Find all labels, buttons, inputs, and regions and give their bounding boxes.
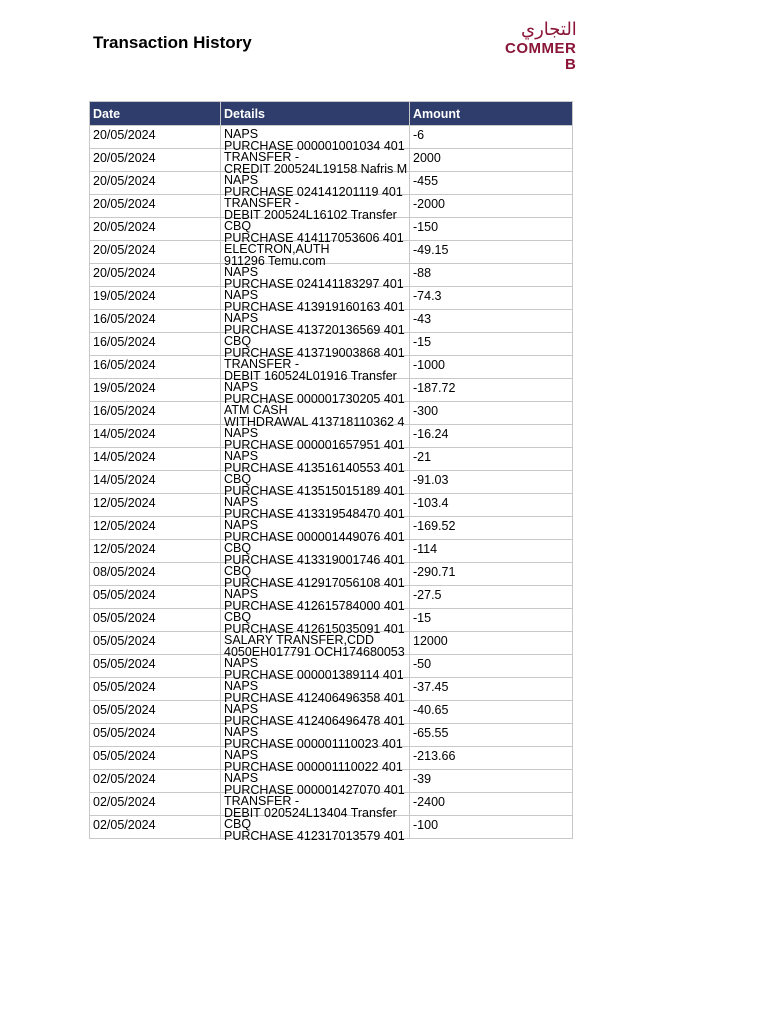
amount-cell [410,655,573,678]
amount-cell [410,218,573,241]
amount-cell [410,563,573,586]
date-value: 05/05/2024 [93,703,156,717]
details-line1: NAPS [224,426,259,440]
page-title: Transaction History [93,33,252,52]
amount-cell [410,402,573,425]
details-line1: CBQ [224,472,252,486]
logo-arabic-text: التجاري [521,19,577,40]
bank-logo [503,19,577,73]
details-line2: PURCHASE 412406496358 401 [224,690,405,705]
date-cell [90,195,221,218]
date-value: 20/05/2024 [93,197,156,211]
details-line1: NAPS [224,771,259,785]
date-cell [90,287,221,310]
date-cell [90,448,221,471]
date-value: 12/05/2024 [93,519,156,533]
details-line2: PURCHASE 000001110023 401 [224,736,403,751]
table-row [90,126,573,149]
date-value: 14/05/2024 [93,427,156,441]
amount-value: -1000 [413,358,445,372]
details-line1: ELECTRON,AUTH [224,242,330,256]
details-line2: PURCHASE 024141201119 401 [224,184,403,199]
amount-cell [410,609,573,632]
amount-value: -169.52 [413,519,456,533]
date-cell [90,126,221,149]
date-cell [90,149,221,172]
column-header-date: Date [90,102,221,126]
details-line2: PURCHASE 414117053606 401 [224,230,404,245]
details-line2: PURCHASE 412917056108 401 [224,575,405,590]
details-line1: NAPS [224,656,259,670]
date-value: 20/05/2024 [93,220,156,234]
amount-value: -40.65 [413,703,449,717]
date-value: 05/05/2024 [93,588,156,602]
date-cell [90,241,221,264]
date-cell [90,816,221,839]
amount-value: -74.3 [413,289,442,303]
details-line1: NAPS [224,725,259,739]
amount-cell [410,195,573,218]
date-value: 02/05/2024 [93,795,156,809]
details-line2: PURCHASE 412615035091 401 [224,621,405,636]
amount-value: -6 [413,128,425,142]
date-value: 05/05/2024 [93,726,156,740]
date-value: 19/05/2024 [93,289,156,303]
details-line2: PURCHASE 000001389114 401 [224,667,404,682]
details-line2: PURCHASE 413719003868 401 [224,345,405,360]
amount-cell [410,724,573,747]
amount-value: -27.5 [413,588,442,602]
details-line1: ATM CASH [224,403,288,417]
amount-cell [410,540,573,563]
date-cell [90,655,221,678]
date-cell [90,724,221,747]
date-cell [90,632,221,655]
details-line1: TRANSFER - [224,794,299,808]
date-value: 02/05/2024 [93,772,156,786]
amount-cell [410,149,573,172]
date-cell [90,586,221,609]
amount-value: -290.71 [413,565,456,579]
amount-cell [410,471,573,494]
amount-value: -213.66 [413,749,456,763]
date-value: 12/05/2024 [93,542,156,556]
details-line2: PURCHASE 413516140553 401 [224,460,405,475]
date-value: 14/05/2024 [93,450,156,464]
date-cell [90,793,221,816]
amount-value: -150 [413,220,439,234]
amount-value: 12000 [413,634,448,648]
amount-cell [410,816,573,839]
date-value: 19/05/2024 [93,381,156,395]
details-line2: CREDIT 200524L19158 Nafris M [224,161,408,176]
date-value: 05/05/2024 [93,749,156,763]
details-line1: SALARY TRANSFER,CDD [224,633,375,647]
date-value: 12/05/2024 [93,496,156,510]
amount-cell [410,287,573,310]
date-cell [90,678,221,701]
table-row [90,264,573,287]
amount-cell [410,425,573,448]
details-line1: CBQ [224,817,252,831]
logo-text-line1: COMMER [505,40,577,57]
date-value: 16/05/2024 [93,404,156,418]
details-line1: CBQ [224,334,252,348]
amount-value: -2000 [413,197,445,211]
amount-cell [410,356,573,379]
amount-cell [410,517,573,540]
date-cell [90,264,221,287]
date-cell [90,471,221,494]
amount-value: -455 [413,174,439,188]
date-value: 05/05/2024 [93,680,156,694]
date-cell [90,609,221,632]
details-line1: NAPS [224,265,259,279]
details-line2: PURCHASE 000001449076 401 [224,529,405,544]
date-value: 20/05/2024 [93,174,156,188]
amount-value: -50 [413,657,432,671]
date-cell [90,494,221,517]
date-value: 08/05/2024 [93,565,156,579]
date-cell [90,310,221,333]
amount-value: -114 [413,542,438,556]
details-line1: NAPS [224,679,259,693]
date-cell [90,218,221,241]
details-line2: PURCHASE 413319001746 401 [224,552,405,567]
date-value: 20/05/2024 [93,151,156,165]
details-line1: CBQ [224,564,252,578]
date-value: 02/05/2024 [93,818,156,832]
amount-value: 2000 [413,151,441,165]
column-header-amount: Amount [410,102,573,126]
date-value: 05/05/2024 [93,634,156,648]
details-line1: NAPS [224,173,259,187]
details-line1: CBQ [224,541,252,555]
amount-cell [410,701,573,724]
amount-cell [410,241,573,264]
details-line2: WITHDRAWAL 413718110362 4 [224,414,405,429]
amount-value: -16.24 [413,427,449,441]
details-cell [221,126,410,153]
details-line2: PURCHASE 000001427070 401 [224,782,405,797]
date-cell [90,540,221,563]
transaction-table [89,101,573,843]
amount-cell [410,264,573,287]
details-line1: NAPS [224,702,259,716]
amount-value: -49.15 [413,243,449,257]
details-line2: PURCHASE 412615784000 401 [224,598,405,613]
amount-value: -15 [413,611,432,625]
date-cell [90,425,221,448]
details-line2: PURCHASE 412317013579 401 [224,828,405,843]
details-line2: DEBIT 200524L16102 Transfer [224,207,397,222]
details-line2: PURCHASE 413919160163 401 [224,299,405,314]
date-cell [90,517,221,540]
details-line2: PURCHASE 024141183297 401 [224,276,404,291]
amount-cell [410,379,573,402]
date-value: 16/05/2024 [93,358,156,372]
amount-cell [410,586,573,609]
logo-text-line2: B [565,56,576,73]
amount-cell [410,494,573,517]
amount-cell [410,632,573,655]
details-line2: DEBIT 020524L13404 Transfer [224,805,397,820]
date-cell [90,701,221,724]
date-cell [90,747,221,770]
details-line1: TRANSFER - [224,357,299,371]
amount-cell [410,747,573,770]
details-line1: NAPS [224,748,259,762]
details-value [224,126,409,153]
amount-value: -43 [413,312,432,326]
amount-cell [410,126,573,149]
amount-value: -88 [413,266,432,280]
amount-value: -100 [413,818,439,832]
date-value: 20/05/2024 [93,243,156,257]
details-line2: PURCHASE 412406496478 401 [224,713,405,728]
details-line1: NAPS [224,311,259,325]
transaction-table-body [90,126,573,843]
details-line1: NAPS [224,495,259,509]
column-header-details: Details [221,102,410,126]
amount-cell [410,172,573,195]
details-line1: NAPS [224,518,259,532]
details-line2: 4050EH017791 OCH174680053 [224,644,405,659]
details-line2: PURCHASE 413319548470 401 [224,506,405,521]
table-header-row [90,102,573,126]
amount-value: -39 [413,772,432,786]
details-line2: PURCHASE 000001110022 401 [224,759,403,774]
details-line2: 911296 Temu.com [224,253,326,268]
amount-cell [410,310,573,333]
details-line1: NAPS [224,449,259,463]
amount-value: -15 [413,335,432,349]
date-cell [90,172,221,195]
details-line2: PURCHASE 000001657951 401 [224,437,405,452]
date-value: 16/05/2024 [93,312,156,326]
date-cell [90,356,221,379]
amount-value: -2400 [413,795,445,809]
amount-cell [410,448,573,471]
date-cell [90,563,221,586]
details-line1: TRANSFER - [224,196,299,210]
details-line2: PURCHASE 000001001034 401 [224,138,405,153]
details-line1: NAPS [224,288,259,302]
details-line1: NAPS [224,587,259,601]
details-line2: PURCHASE 413515015189 401 [224,483,405,498]
date-cell [90,379,221,402]
details-line2: DEBIT 160524L01916 Transfer [224,368,397,383]
amount-value: -187.72 [413,381,456,395]
details-line1: NAPS [224,380,259,394]
details-line1: NAPS [224,127,259,141]
amount-value: -91.03 [413,473,449,487]
date-value: 20/05/2024 [93,128,156,142]
details-line1: TRANSFER - [224,150,299,164]
amount-cell [410,793,573,816]
date-cell [90,333,221,356]
date-value: 20/05/2024 [93,266,156,280]
amount-value: -300 [413,404,439,418]
date-value: 14/05/2024 [93,473,156,487]
details-line1: CBQ [224,610,252,624]
date-value: 05/05/2024 [93,611,156,625]
details-line2: PURCHASE 413720136569 401 [224,322,405,337]
date-cell [90,402,221,425]
date-value: 16/05/2024 [93,335,156,349]
table-row [90,632,573,655]
details-line1: CBQ [224,219,252,233]
amount-value: -103.4 [413,496,449,510]
amount-cell [410,333,573,356]
amount-cell [410,678,573,701]
amount-value: -37.45 [413,680,449,694]
amount-value: -21 [413,450,432,464]
amount-cell [410,770,573,793]
date-cell [90,770,221,793]
details-line2: PURCHASE 000001730205 401 [224,391,405,406]
date-value: 05/05/2024 [93,657,156,671]
amount-value: -65.55 [413,726,449,740]
